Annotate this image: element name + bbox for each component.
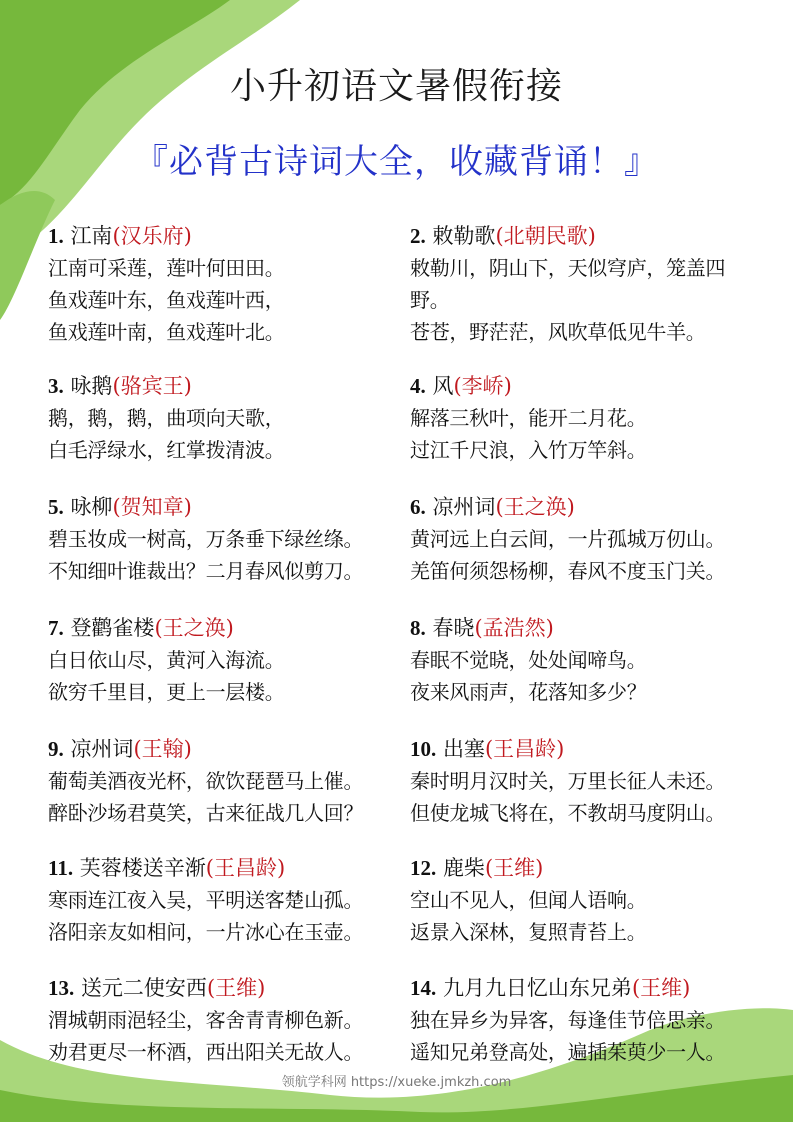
poem-number: 12. [410, 856, 437, 880]
poem-card [410, 493, 755, 587]
poem-line: 秦时明月汉时关，万里长征人未还。 [410, 769, 726, 793]
poem-line: 但使龙城飞将在，不教胡马度阴山。 [410, 801, 726, 825]
poem-heading [48, 614, 393, 642]
poem-line: 白日依山尽，黄河入海流。 [48, 648, 285, 672]
poem-line: 过江千尺浪，入竹万竿斜。 [410, 438, 647, 462]
poem-number: 5. [48, 495, 64, 519]
poem-author: (王维) [206, 976, 266, 1000]
poem-title: 凉州词 [432, 495, 496, 519]
poem-line: 醉卧沙场君莫笑，古来征战几人回？ [48, 801, 364, 825]
poem-title: 江南 [70, 224, 113, 248]
poem-heading [410, 493, 755, 521]
poem-card [410, 735, 755, 829]
poem-author: (王昌龄) [205, 856, 286, 880]
poem-number: 10. [410, 737, 437, 761]
poem-heading [48, 854, 393, 882]
poem-heading [410, 372, 755, 400]
poem-heading [410, 735, 755, 763]
poem-number: 14. [410, 976, 437, 1000]
poem-card [48, 974, 393, 1068]
poem-title: 鹿柴 [442, 856, 485, 880]
poem-author: (王维) [631, 976, 691, 1000]
poem-title: 出塞 [442, 737, 485, 761]
poem-title: 春晓 [432, 616, 475, 640]
poem-line: 春眠不觉晓，处处闻啼鸟。 [410, 648, 647, 672]
poem-line: 劝君更尽一杯酒，西出阳关无故人。 [48, 1040, 364, 1064]
poem-title: 九月九日忆山东兄弟 [442, 976, 632, 1000]
poem-card [48, 854, 393, 948]
poem-line: 寒雨连江夜入吴，平明送客楚山孤。 [48, 888, 364, 912]
poem-number: 13. [48, 976, 75, 1000]
poem-line: 羌笛何须怨杨柳，春风不度玉门关。 [410, 559, 726, 583]
poem-line: 返景入深林，复照青苔上。 [410, 920, 647, 944]
poem-line: 苍苍，野茫茫，风吹草低见牛羊。 [410, 320, 706, 344]
poem-line: 独在异乡为异客，每逢佳节倍思亲。 [410, 1008, 726, 1032]
poem-title: 送元二使安西 [80, 976, 207, 1000]
poem-card [410, 372, 755, 466]
poem-number: 6. [410, 495, 426, 519]
poem-line: 江南可采莲，莲叶何田田。 [48, 256, 285, 280]
poem-heading [48, 372, 393, 400]
poem-heading [410, 222, 755, 250]
poem-card [410, 614, 755, 708]
poem-author: (贺知章) [112, 495, 192, 519]
poem-line: 敕勒川，阴山下，天似穹庐，笼盖四野。 [410, 256, 726, 312]
poem-author: (北朝民歌) [495, 224, 596, 248]
poem-author: (王翰) [133, 737, 192, 761]
poem-card [410, 854, 755, 948]
poem-line: 不知细叶谁裁出？二月春风似剪刀。 [48, 559, 364, 583]
poem-line: 渭城朝雨浥轻尘，客舍青青柳色新。 [48, 1008, 364, 1032]
poem-title: 登鹳雀楼 [70, 616, 155, 640]
poem-line: 空山不见人，但闻人语响。 [410, 888, 647, 912]
poem-card [48, 614, 393, 708]
poem-number: 8. [410, 616, 426, 640]
poem-card [410, 974, 755, 1068]
poem-card [48, 493, 393, 587]
page-subtitle: 『必背古诗词大全，收藏背诵！』 [134, 142, 659, 182]
poem-author: (孟浩然) [474, 616, 554, 640]
poem-author: (李峤) [453, 374, 512, 398]
watermark: 领航学科网 https://xueke.jmkzh.com [281, 1075, 512, 1090]
poem-number: 4. [410, 374, 426, 398]
poem-line: 欲穷千里目，更上一层楼。 [48, 680, 285, 704]
poem-heading [48, 735, 393, 763]
poem-line: 鱼戏莲叶东，鱼戏莲叶西， [48, 288, 285, 312]
poem-title: 风 [432, 374, 454, 398]
poem-number: 7. [48, 616, 64, 640]
poem-card [48, 372, 393, 466]
poem-title: 咏柳 [70, 495, 113, 519]
poem-number: 9. [48, 737, 64, 761]
poem-line: 夜来风雨声，花落知多少？ [410, 680, 647, 704]
poem-author: (王昌龄) [484, 737, 565, 761]
poem-line: 葡萄美酒夜光杯，欲饮琵琶马上催。 [48, 769, 364, 793]
poem-heading [48, 493, 393, 521]
poem-number: 3. [48, 374, 64, 398]
poem-title: 凉州词 [70, 737, 134, 761]
poem-author: (骆宾王) [112, 374, 192, 398]
poem-line: 洛阳亲友如相问，一片冰心在玉壶。 [48, 920, 364, 944]
poem-heading [48, 222, 393, 250]
poem-card [48, 735, 393, 829]
poem-title: 芙蓉楼送辛渐 [79, 856, 206, 880]
poem-line: 碧玉妆成一树高，万条垂下绿丝绦。 [48, 527, 364, 551]
poem-heading [410, 974, 755, 1002]
poem-line: 鹅，鹅，鹅，曲项向天歌， [48, 406, 285, 430]
poem-number: 1. [48, 224, 64, 248]
poem-heading [410, 854, 755, 882]
poem-card [410, 222, 755, 348]
poem-number: 11. [48, 856, 74, 880]
poem-author: (汉乐府) [112, 224, 192, 248]
poem-line: 白毛浮绿水，红掌拨清波。 [48, 438, 285, 462]
poem-line: 黄河远上白云间，一片孤城万仞山。 [410, 527, 726, 551]
poem-title: 敕勒歌 [432, 224, 496, 248]
poem-card [48, 222, 393, 348]
poem-line: 鱼戏莲叶南，鱼戏莲叶北。 [48, 320, 285, 344]
poem-author: (王之涣) [154, 616, 234, 640]
page-title: 小升初语文暑假衔接 [229, 66, 563, 107]
poem-heading [410, 614, 755, 642]
poem-line: 解落三秋叶，能开二月花。 [410, 406, 647, 430]
poem-author: (王维) [484, 856, 544, 880]
poem-title: 咏鹅 [70, 374, 113, 398]
poem-line: 遥知兄弟登高处，遍插茱萸少一人。 [410, 1040, 726, 1064]
poem-author: (王之涣) [495, 495, 575, 519]
poem-heading [48, 974, 393, 1002]
poem-number: 2. [410, 224, 426, 248]
